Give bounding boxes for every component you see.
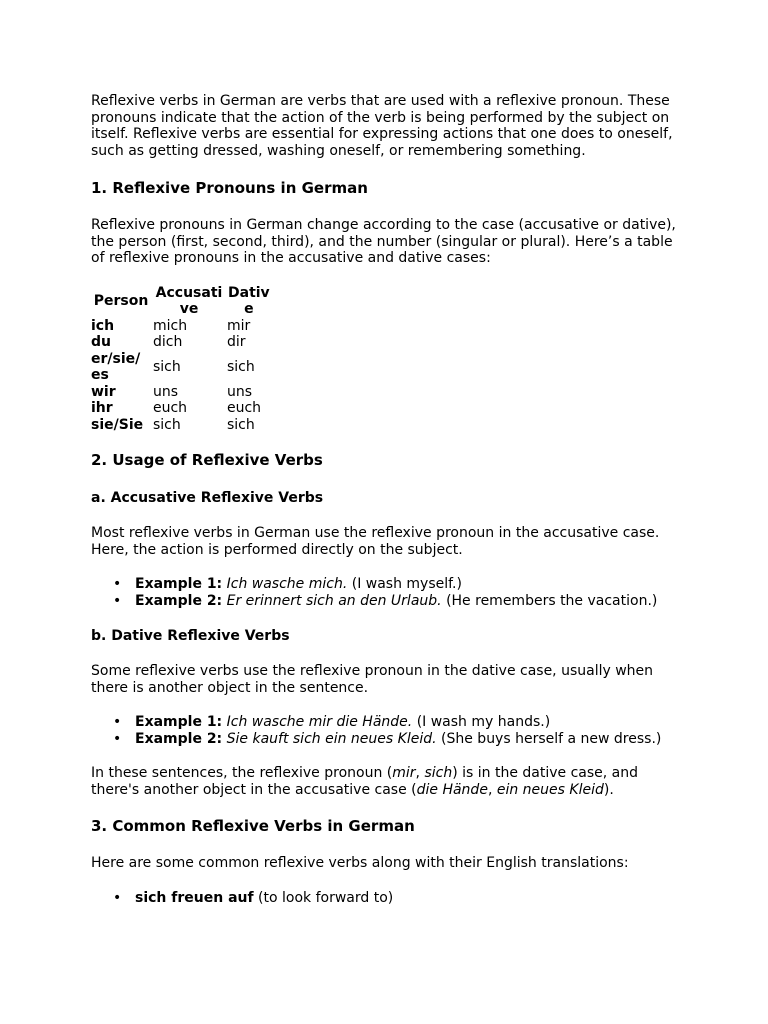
header-person: Person	[93, 292, 149, 309]
note-italic: mir	[392, 765, 416, 781]
table-row	[90, 334, 272, 351]
table-header-row	[90, 285, 272, 318]
section-1-paragraph: Reflexive pronouns in German change according to the case (accusative or dative), the person (first, second, third), and the number (singular or plural). Here’s a table of reflexive pronouns in the accusative and dative cases:	[91, 217, 676, 266]
header-accusative	[152, 285, 226, 318]
section-2b-heading: b. Dative Reflexive Verbs	[91, 628, 290, 644]
cell-person: sie/Sie	[91, 416, 144, 433]
cell-dative: euch	[227, 400, 262, 416]
section-3-paragraph: Here are some common reflexive verbs along with their English translations:	[91, 855, 629, 871]
bullet: •	[113, 889, 122, 906]
table-row	[90, 351, 272, 384]
example-label: Example 2:	[135, 592, 223, 609]
cell-person: du	[91, 334, 111, 350]
verb-name: sich freuen auf	[135, 889, 254, 906]
table-row	[90, 384, 272, 401]
note-text: In these sentences, the reflexive pronoun (	[91, 765, 393, 781]
note-text: ) is in the dative case, and there's another object in the accusative case (	[91, 765, 639, 798]
example-german: Ich wasche mir die Hände.	[226, 714, 413, 730]
intro-paragraph: Reflexive verbs in German are verbs that are used with a reflexive pronoun. These pronouns indicate that the action of the verb is being performed by the subject on itself. Reflexive verbs are essential for expressing actions that one does to oneself, such as getting dressed, washing oneself, or remembering something.	[91, 93, 673, 159]
note-italic: die Hände	[416, 781, 488, 798]
note-italic: ein neues Kleid	[496, 781, 604, 798]
list-item	[113, 730, 681, 748]
cell-accusative: sich	[153, 416, 181, 433]
accusative-example-list	[91, 576, 681, 609]
table-row	[90, 417, 272, 434]
cell-accusative: dich	[153, 334, 183, 350]
cell-person: wir	[91, 383, 116, 400]
cell-dative: dir	[227, 334, 246, 350]
cell-person: ich	[91, 317, 115, 334]
example-label: Example 1:	[135, 576, 223, 592]
list-item	[113, 714, 681, 731]
example-german: Ich wasche mich.	[226, 576, 348, 592]
section-1-heading: 1. Reflexive Pronouns in German	[91, 179, 368, 197]
header-dative	[226, 285, 272, 318]
cell-accusative: sich	[153, 358, 181, 375]
note-text: ,	[487, 781, 497, 798]
note-italic: sich	[424, 765, 453, 781]
example-german: Sie kauft sich ein neues Kleid.	[226, 730, 437, 747]
example-english: (He remembers the vacation.)	[446, 592, 658, 609]
section-2b-paragraph: Some reflexive verbs use the reflexive pronoun in the dative case, usually when there is another object in the sentence.	[91, 663, 654, 696]
list-item	[113, 592, 681, 610]
example-english: (She buys herself a new dress.)	[441, 730, 662, 747]
verb-translation: (to look forward to)	[258, 889, 394, 906]
header-dative-text: Dativ e	[228, 284, 270, 317]
table-row	[90, 400, 272, 417]
cell-accusative: uns	[153, 383, 179, 400]
table-row	[90, 318, 272, 335]
bullet: •	[113, 576, 122, 592]
example-german: Er erinnert sich an den Urlaub.	[226, 592, 442, 609]
example-english: (I wash my hands.)	[416, 714, 551, 730]
cell-dative: mir	[227, 317, 251, 334]
dative-example-list	[91, 714, 681, 747]
common-verbs-list	[91, 890, 681, 907]
bullet: •	[113, 714, 122, 730]
cell-person: er/sie/ es	[91, 350, 141, 383]
header-accusative-text: Accusati ve	[155, 284, 223, 317]
section-2a-heading: a. Accusative Reflexive Verbs	[91, 490, 324, 506]
list-item	[113, 576, 681, 593]
section-2-heading: 2. Usage of Reflexive Verbs	[91, 451, 323, 469]
example-label: Example 1:	[135, 714, 223, 730]
bullet: •	[113, 730, 122, 747]
document-body	[91, 93, 681, 924]
cell-accusative: euch	[153, 400, 188, 416]
list-item	[113, 889, 681, 907]
cell-dative: uns	[227, 383, 253, 400]
section-2a-paragraph: Most reflexive verbs in German use the reflexive pronoun in the accusative case. Here, the action is performed directly on the subject.	[91, 525, 660, 558]
cell-person: ihr	[91, 400, 113, 416]
note-text: ).	[603, 781, 614, 798]
example-english: (I wash myself.)	[351, 576, 462, 592]
section-3-heading: 3. Common Reflexive Verbs in German	[91, 817, 415, 835]
note-text: ,	[415, 765, 425, 781]
cell-accusative: mich	[153, 317, 188, 334]
bullet: •	[113, 592, 122, 609]
example-label: Example 2:	[135, 730, 223, 747]
dative-note-paragraph	[91, 765, 681, 798]
cell-dative: sich	[227, 358, 255, 375]
cell-dative: sich	[227, 416, 255, 433]
reflexive-pronoun-table	[90, 285, 272, 434]
